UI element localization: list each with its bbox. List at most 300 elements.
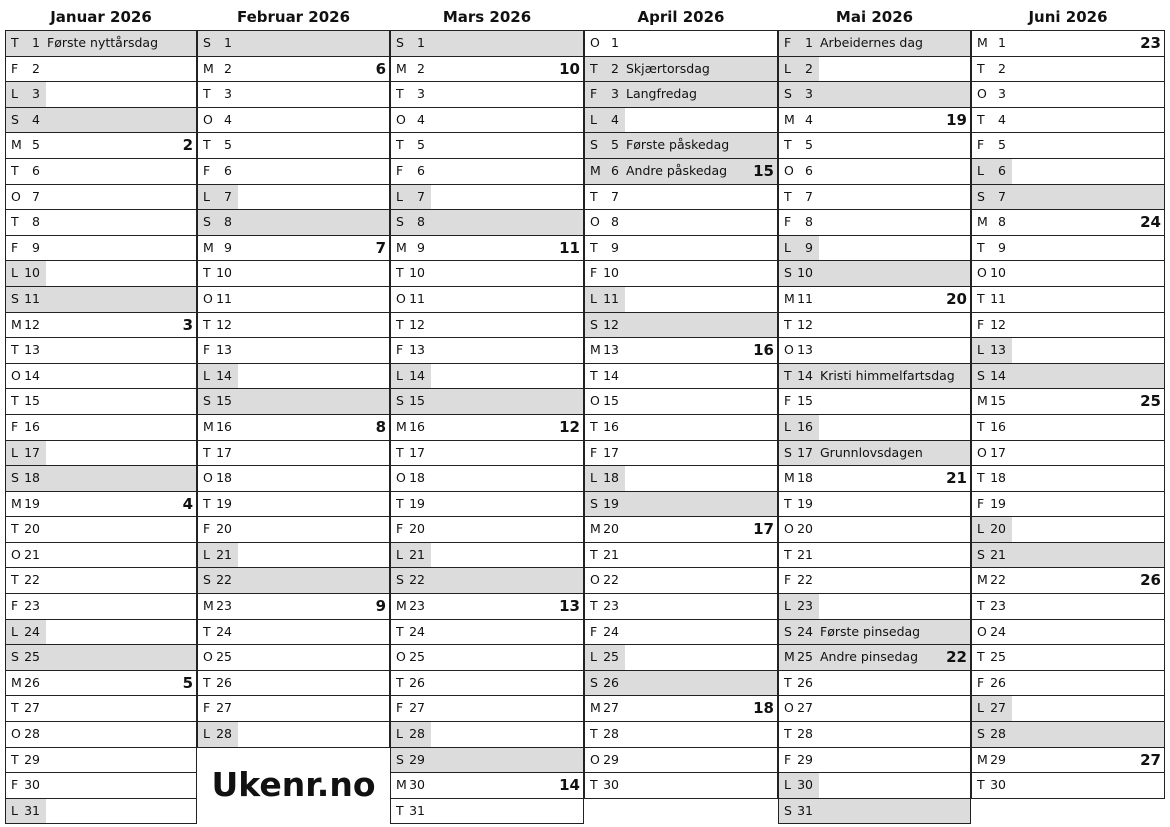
day-list xyxy=(390,30,584,824)
day-list xyxy=(778,30,971,824)
day-number: 2 xyxy=(417,60,425,76)
day-row xyxy=(5,133,197,159)
weekday-letter: O xyxy=(590,35,600,50)
day-row xyxy=(5,748,197,774)
weekday-letter: L xyxy=(590,290,597,306)
day-row xyxy=(971,543,1165,569)
week-number: 8 xyxy=(375,417,386,436)
day-number: 9 xyxy=(32,239,40,255)
day-row xyxy=(197,568,390,594)
day-number: 29 xyxy=(990,751,1006,767)
day-number: 28 xyxy=(990,726,1006,742)
weekday-letter: T xyxy=(11,572,19,588)
day-row xyxy=(778,441,971,467)
weekday-letter: L xyxy=(977,521,984,537)
day-number: 20 xyxy=(24,521,40,537)
week-number: 27 xyxy=(1140,750,1161,769)
weekday-letter: O xyxy=(590,393,600,409)
weekday-letter: M xyxy=(590,521,601,537)
weekday-letter: L xyxy=(590,470,597,486)
day-number: 5 xyxy=(417,137,425,153)
weekday-letter: F xyxy=(11,418,19,434)
weekday-letter: T xyxy=(396,86,404,102)
weekday-letter: L xyxy=(396,188,403,204)
day-row xyxy=(778,594,971,620)
day-number: 23 xyxy=(990,598,1006,614)
day-row xyxy=(778,722,971,748)
day-row xyxy=(971,236,1165,262)
week-number: 14 xyxy=(559,776,580,795)
holiday-label: Første pinsedag xyxy=(820,623,921,639)
weekday-letter: T xyxy=(590,598,598,614)
day-number: 16 xyxy=(216,418,232,434)
day-number: 26 xyxy=(603,674,619,690)
weekday-letter: F xyxy=(590,623,598,639)
weekday-letter: L xyxy=(11,623,18,639)
day-number: 16 xyxy=(409,418,425,434)
site-logo[interactable]: Ukenr.no xyxy=(211,765,376,804)
day-row xyxy=(5,185,197,211)
day-number: 4 xyxy=(805,111,813,127)
weekday-letter: L xyxy=(590,649,597,665)
day-number: 5 xyxy=(611,137,619,153)
day-number: 4 xyxy=(417,111,425,127)
day-number: 14 xyxy=(409,367,425,383)
day-row xyxy=(5,108,197,134)
day-number: 30 xyxy=(24,777,40,793)
day-row xyxy=(5,441,197,467)
day-number: 1 xyxy=(998,35,1006,50)
day-row xyxy=(778,466,971,492)
day-row xyxy=(778,338,971,364)
holiday-label: Andre påskedag xyxy=(626,162,728,178)
day-row xyxy=(584,31,778,57)
day-row xyxy=(971,287,1165,313)
day-number: 27 xyxy=(990,700,1006,716)
weekday-letter: T xyxy=(396,674,404,690)
weekday-letter: T xyxy=(977,60,985,76)
day-number: 18 xyxy=(990,470,1006,486)
weekday-letter: T xyxy=(590,726,598,742)
day-number: 9 xyxy=(224,239,232,255)
weekday-letter: F xyxy=(784,572,792,588)
day-number: 29 xyxy=(797,751,813,767)
day-number: 25 xyxy=(797,649,813,665)
day-number: 20 xyxy=(797,521,813,537)
weekday-letter: M xyxy=(977,393,988,409)
weekday-letter: S xyxy=(203,572,211,588)
weekday-letter: T xyxy=(977,470,985,486)
day-row xyxy=(584,671,778,697)
day-row xyxy=(584,261,778,287)
day-row xyxy=(197,313,390,339)
weekday-letter: S xyxy=(977,726,985,742)
day-row xyxy=(390,210,584,236)
weekday-letter: L xyxy=(11,265,18,281)
day-number: 24 xyxy=(603,623,619,639)
day-number: 5 xyxy=(32,137,40,153)
day-row xyxy=(197,722,390,748)
day-row xyxy=(971,389,1165,415)
day-number: 19 xyxy=(603,495,619,511)
day-row xyxy=(390,108,584,134)
weekday-letter: L xyxy=(203,546,210,562)
day-number: 24 xyxy=(409,623,425,639)
day-row xyxy=(971,415,1165,441)
day-row xyxy=(5,543,197,569)
day-row xyxy=(584,389,778,415)
day-row xyxy=(390,748,584,774)
day-number: 11 xyxy=(990,290,1006,306)
week-number: 2 xyxy=(182,136,193,155)
weekday-letter: M xyxy=(396,777,407,793)
week-number: 22 xyxy=(946,648,967,667)
weekday-letter: O xyxy=(396,111,406,127)
day-number: 23 xyxy=(24,598,40,614)
day-row xyxy=(971,159,1165,185)
weekday-letter: T xyxy=(784,316,792,332)
weekday-letter: O xyxy=(396,290,406,306)
day-number: 25 xyxy=(990,649,1006,665)
holiday-label: Langfredag xyxy=(626,86,697,102)
day-number: 31 xyxy=(797,802,813,818)
weekday-letter: L xyxy=(396,367,403,383)
weekday-letter: T xyxy=(977,111,985,127)
weekday-letter: M xyxy=(784,111,795,127)
day-row xyxy=(5,287,197,313)
day-number: 12 xyxy=(216,316,232,332)
day-row xyxy=(197,645,390,671)
week-number: 6 xyxy=(375,59,386,78)
holiday-label: Kristi himmelfartsdag xyxy=(820,367,955,383)
weekday-letter: O xyxy=(590,572,600,588)
day-row xyxy=(778,773,971,799)
weekday-letter: T xyxy=(11,393,19,409)
day-row xyxy=(778,313,971,339)
weekday-letter: F xyxy=(784,393,792,409)
day-row xyxy=(778,364,971,390)
week-number: 13 xyxy=(559,597,580,616)
weekday-letter: M xyxy=(784,649,795,665)
weekday-letter: F xyxy=(784,751,792,767)
weekday-letter: L xyxy=(977,700,984,716)
day-row xyxy=(971,261,1165,287)
week-number: 11 xyxy=(559,238,580,257)
weekday-letter: L xyxy=(784,418,791,434)
day-row xyxy=(778,57,971,83)
day-row xyxy=(778,620,971,646)
week-number: 4 xyxy=(182,494,193,513)
day-row xyxy=(584,185,778,211)
week-number: 20 xyxy=(946,289,967,308)
day-number: 5 xyxy=(224,137,232,153)
weekday-letter: T xyxy=(203,495,211,511)
day-number: 4 xyxy=(32,111,40,127)
weekday-letter: S xyxy=(784,623,792,639)
day-row xyxy=(584,364,778,390)
weekday-letter: S xyxy=(396,393,404,409)
day-row xyxy=(390,671,584,697)
weekday-letter: T xyxy=(977,239,985,255)
day-row xyxy=(778,517,971,543)
weekday-letter: T xyxy=(784,674,792,690)
day-row xyxy=(390,415,584,441)
day-number: 13 xyxy=(603,342,619,358)
day-number: 1 xyxy=(611,35,619,50)
day-row xyxy=(390,722,584,748)
day-number: 8 xyxy=(998,214,1006,230)
day-number: 3 xyxy=(224,86,232,102)
day-row xyxy=(584,620,778,646)
weekday-letter: O xyxy=(977,623,987,639)
day-row xyxy=(197,338,390,364)
weekday-letter: T xyxy=(396,495,404,511)
week-number: 18 xyxy=(753,699,774,718)
day-row xyxy=(584,543,778,569)
weekday-letter: T xyxy=(590,367,598,383)
weekday-letter: F xyxy=(396,700,404,716)
weekday-letter: S xyxy=(784,444,792,460)
month-column xyxy=(197,0,390,748)
day-number: 24 xyxy=(24,623,40,639)
weekday-letter: O xyxy=(11,188,21,204)
weekday-letter: F xyxy=(977,137,985,153)
day-row xyxy=(971,594,1165,620)
day-number: 18 xyxy=(603,470,619,486)
day-number: 11 xyxy=(24,290,40,306)
day-row xyxy=(584,108,778,134)
day-row xyxy=(584,82,778,108)
day-number: 6 xyxy=(805,162,813,178)
day-row xyxy=(778,185,971,211)
weekday-letter: M xyxy=(977,214,988,230)
day-list xyxy=(197,30,390,748)
weekday-letter: L xyxy=(11,444,18,460)
day-number: 12 xyxy=(797,316,813,332)
weekday-letter: L xyxy=(784,598,791,614)
month-title: April 2026 xyxy=(637,8,725,26)
weekday-letter: T xyxy=(396,316,404,332)
day-row xyxy=(971,696,1165,722)
day-number: 1 xyxy=(224,35,232,50)
weekday-letter: L xyxy=(396,726,403,742)
day-number: 15 xyxy=(797,393,813,409)
day-number: 13 xyxy=(409,342,425,358)
day-row xyxy=(778,671,971,697)
day-number: 7 xyxy=(611,188,619,204)
day-number: 22 xyxy=(990,572,1006,588)
day-row xyxy=(5,799,197,825)
day-number: 8 xyxy=(32,214,40,230)
month-column xyxy=(971,0,1165,799)
day-number: 18 xyxy=(216,470,232,486)
day-number: 13 xyxy=(990,342,1006,358)
day-row xyxy=(778,159,971,185)
day-row xyxy=(584,696,778,722)
day-row xyxy=(390,645,584,671)
week-number: 21 xyxy=(946,469,967,488)
day-number: 22 xyxy=(797,572,813,588)
weekday-letter: T xyxy=(203,316,211,332)
day-row xyxy=(197,543,390,569)
weekday-letter: M xyxy=(590,342,601,358)
day-number: 13 xyxy=(797,342,813,358)
day-number: 30 xyxy=(409,777,425,793)
day-number: 10 xyxy=(603,265,619,281)
day-number: 14 xyxy=(990,367,1006,383)
weekday-letter: L xyxy=(203,188,210,204)
weekday-letter: L xyxy=(784,60,791,76)
day-list xyxy=(5,30,197,824)
day-row xyxy=(584,159,778,185)
week-number: 23 xyxy=(1140,34,1161,52)
day-number: 6 xyxy=(32,162,40,178)
weekday-letter: T xyxy=(590,60,598,76)
day-number: 1 xyxy=(417,35,425,50)
day-row xyxy=(197,620,390,646)
week-number: 17 xyxy=(753,520,774,539)
weekday-letter: O xyxy=(203,470,213,486)
weekday-letter: T xyxy=(11,162,19,178)
day-number: 22 xyxy=(24,572,40,588)
weekday-letter: M xyxy=(396,598,407,614)
month-title: Januar 2026 xyxy=(50,8,152,26)
weekday-letter: T xyxy=(203,137,211,153)
day-row xyxy=(5,159,197,185)
day-number: 25 xyxy=(216,649,232,665)
weekday-letter: O xyxy=(203,111,213,127)
weekday-letter: F xyxy=(11,598,19,614)
weekday-letter: O xyxy=(784,700,794,716)
weekday-letter: T xyxy=(396,265,404,281)
day-row xyxy=(5,492,197,518)
day-row xyxy=(971,338,1165,364)
day-number: 17 xyxy=(409,444,425,460)
day-number: 6 xyxy=(417,162,425,178)
day-row xyxy=(197,82,390,108)
day-number: 15 xyxy=(990,393,1006,409)
weekday-letter: O xyxy=(11,726,21,742)
day-number: 10 xyxy=(797,265,813,281)
day-number: 27 xyxy=(409,700,425,716)
day-row xyxy=(197,696,390,722)
day-row xyxy=(971,492,1165,518)
weekday-letter: O xyxy=(11,546,21,562)
weekday-letter: S xyxy=(396,572,404,588)
day-row xyxy=(971,364,1165,390)
weekday-letter: M xyxy=(11,674,22,690)
day-row xyxy=(5,773,197,799)
day-row xyxy=(584,568,778,594)
week-number: 15 xyxy=(753,161,774,180)
weekday-letter: M xyxy=(11,495,22,511)
day-number: 5 xyxy=(805,137,813,153)
weekday-letter: S xyxy=(977,367,985,383)
day-row xyxy=(390,31,584,57)
day-row xyxy=(778,799,971,825)
day-row xyxy=(584,313,778,339)
day-number: 20 xyxy=(990,521,1006,537)
day-row xyxy=(778,236,971,262)
day-number: 21 xyxy=(603,546,619,562)
day-row xyxy=(778,389,971,415)
day-row xyxy=(778,645,971,671)
weekday-letter: S xyxy=(590,137,598,153)
day-number: 8 xyxy=(224,214,232,230)
day-number: 19 xyxy=(409,495,425,511)
holiday-label: Skjærtorsdag xyxy=(626,60,710,76)
day-number: 19 xyxy=(24,495,40,511)
day-number: 23 xyxy=(409,598,425,614)
weekday-letter: S xyxy=(396,751,404,767)
day-number: 8 xyxy=(805,214,813,230)
day-number: 11 xyxy=(409,290,425,306)
weekday-letter: T xyxy=(11,521,19,537)
day-number: 29 xyxy=(24,751,40,767)
weekday-letter: M xyxy=(203,60,214,76)
day-number: 17 xyxy=(603,444,619,460)
day-number: 9 xyxy=(998,239,1006,255)
day-row xyxy=(971,722,1165,748)
weekday-letter: S xyxy=(590,316,598,332)
day-row xyxy=(971,645,1165,671)
day-row xyxy=(197,389,390,415)
day-number: 26 xyxy=(24,674,40,690)
day-number: 21 xyxy=(24,546,40,562)
weekday-letter: T xyxy=(11,35,19,50)
weekday-letter: S xyxy=(11,290,19,306)
day-number: 12 xyxy=(409,316,425,332)
day-number: 20 xyxy=(216,521,232,537)
weekday-letter: T xyxy=(590,777,598,793)
weekday-letter: T xyxy=(784,188,792,204)
weekday-letter: M xyxy=(396,418,407,434)
weekday-letter: T xyxy=(11,700,19,716)
weekday-letter: M xyxy=(977,572,988,588)
day-row xyxy=(584,133,778,159)
day-row xyxy=(5,696,197,722)
week-number: 9 xyxy=(375,597,386,616)
day-row xyxy=(778,415,971,441)
day-row xyxy=(197,133,390,159)
day-number: 26 xyxy=(990,674,1006,690)
weekday-letter: S xyxy=(590,674,598,690)
weekday-letter: F xyxy=(203,521,211,537)
weekday-letter: F xyxy=(11,60,19,76)
day-row xyxy=(584,748,778,774)
day-row xyxy=(390,594,584,620)
day-number: 12 xyxy=(24,316,40,332)
day-number: 27 xyxy=(216,700,232,716)
day-row xyxy=(390,159,584,185)
day-number: 29 xyxy=(603,751,619,767)
day-row xyxy=(390,82,584,108)
day-row xyxy=(971,517,1165,543)
weekday-letter: L xyxy=(203,367,210,383)
day-number: 15 xyxy=(24,393,40,409)
day-number: 23 xyxy=(216,598,232,614)
weekday-letter: F xyxy=(396,162,404,178)
day-number: 30 xyxy=(990,777,1006,793)
weekday-letter: O xyxy=(784,162,794,178)
month-column xyxy=(5,0,197,824)
day-number: 11 xyxy=(216,290,232,306)
week-number: 3 xyxy=(182,315,193,334)
weekday-letter: O xyxy=(11,367,21,383)
weekday-letter: M xyxy=(203,239,214,255)
day-row xyxy=(971,31,1165,57)
day-row xyxy=(390,389,584,415)
